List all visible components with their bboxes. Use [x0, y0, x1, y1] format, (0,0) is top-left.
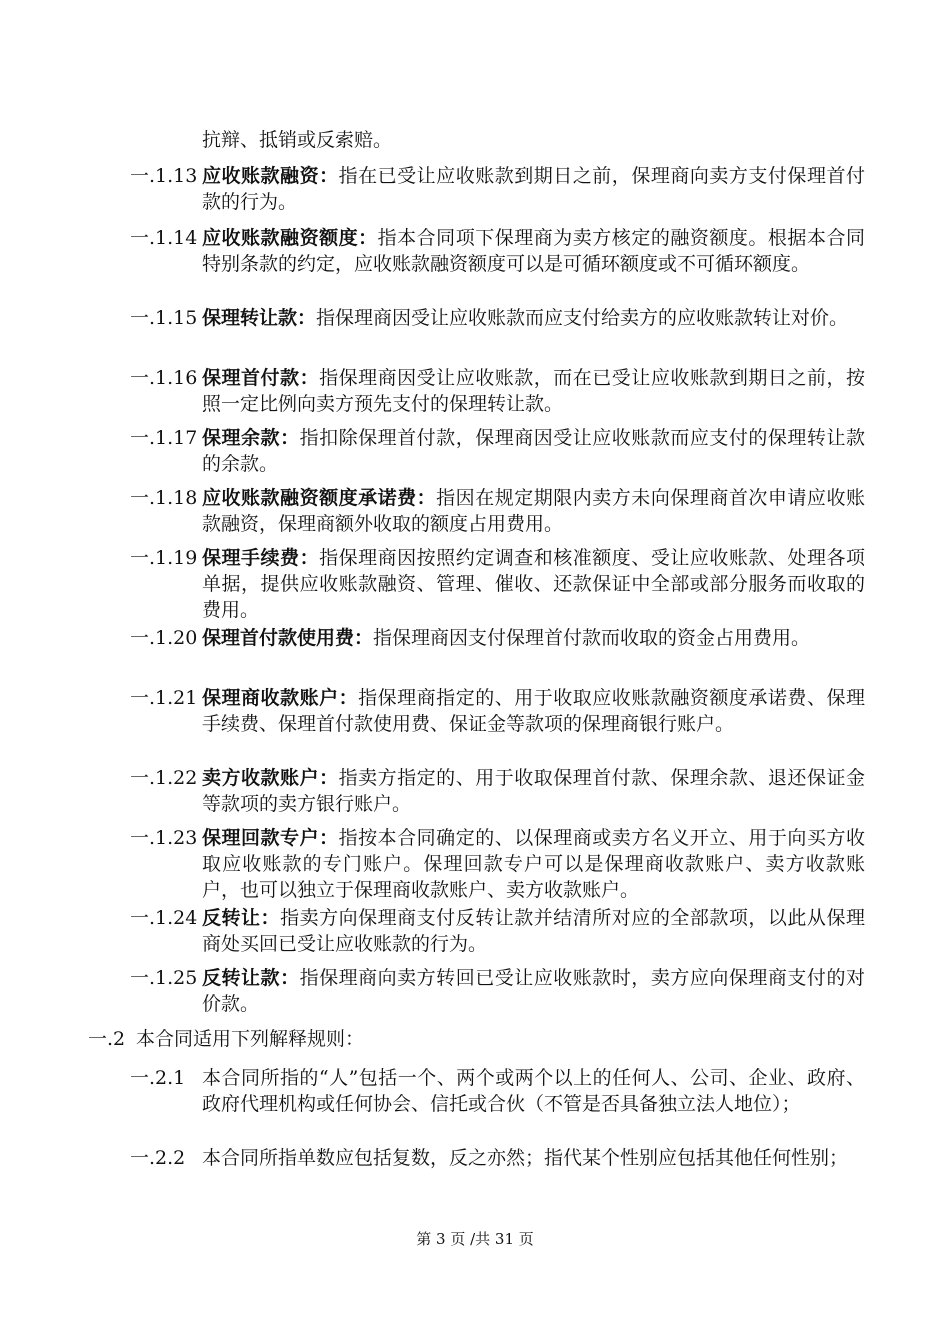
defined-term: 保理回款专户: [202, 827, 320, 849]
clause-number: 一.1.22: [130, 767, 198, 789]
rule-item: [130, 1065, 865, 1117]
definition-text: 指保理商指定的、用于收取应收账款融资额度承诺费、保理手续费、保理首付款使用费、保证金等款项的保理商银行账户。: [202, 687, 865, 735]
defined-term: 应收账款融资: [202, 165, 320, 187]
defined-term: 反转让款: [202, 967, 281, 989]
definition-item: 一.1.25 反转让款：指保理商向卖方转回已受让应收账款时，卖方应向保理商支付的对价款。: [130, 967, 865, 1015]
defined-term: 保理首付款使用费: [202, 627, 355, 649]
rule-item: [130, 1145, 865, 1171]
definition-item: 一.1.23 保理回款专户：指按本合同确定的、以保理商或卖方名义开立、用于向买方收取应收账款的专门账户。保理回款专户可以是保理商收款账户、卖方收款账户，也可以独立于保理商收款账户、卖方收款账户。: [130, 827, 865, 901]
definition-text: 指按本合同确定的、以保理商或卖方名义开立、用于向买方收取应收账款的专门账户。保理回款专户可以是保理商收款账户、卖方收款账户，也可以独立于保理商收款账户、卖方收款账户。: [202, 827, 865, 901]
definition-item: 一.1.14 应收账款融资额度：指本合同项下保理商为卖方核定的融资额度。根据本合同特别条款的约定，应收账款融资额度可以是可循环额度或不可循环额度。: [130, 227, 865, 275]
definition-text: 指本合同项下保理商为卖方核定的融资额度。根据本合同特别条款的约定，应收账款融资额度可以是可循环额度或不可循环额度。: [202, 227, 865, 275]
section-heading: [88, 1026, 865, 1052]
rule-text: 本合同所指的“人”包括一个、两个或两个以上的任何人、公司、企业、政府、政府代理机构或任何协会、信托或合伙（不管是否具备独立法人地位）；: [202, 1067, 865, 1115]
definition-item: 一.1.15 保理转让款：指保理商因受让应收账款而应支付给卖方的应收账款转让对价。: [130, 307, 849, 329]
definition-text: 指保理商因受让应收账款，而在已受让应收账款到期日之前，按照一定比例向卖方预先支付的保理转让款。: [202, 367, 865, 415]
definition-item: 一.1.20 保理首付款使用费：指保理商因支付保理首付款而收取的资金占用费用。: [130, 627, 811, 649]
clause-number: 一.1.21: [130, 687, 198, 709]
clause-number: 一.1.13: [130, 165, 198, 187]
clause-number: 一.1.25: [130, 967, 198, 989]
definition-text: 指因在规定期限内卖方未向保理商首次申请应收账款融资，保理商额外收取的额度占用费用。: [202, 487, 865, 535]
clause-number: 一.1.24: [130, 907, 198, 929]
clause-number: 一.1.20: [130, 627, 198, 649]
clause-number: 一.2.1: [130, 1067, 186, 1089]
clause-number: 一.1.15: [130, 307, 198, 329]
definition-item: 一.1.18 应收账款融资额度承诺费：指因在规定期限内卖方未向保理商首次申请应收账款融资，保理商额外收取的额度占用费用。: [130, 487, 865, 535]
clause-number: 一.1.18: [130, 487, 198, 509]
rule-text: 本合同所指单数应包括复数，反之亦然；指代某个性别应包括其他任何性别；: [202, 1147, 849, 1169]
definition-item: 一.1.19 保理手续费：指保理商因按照约定调查和核准额度、受让应收账款、处理各项单据，提供应收账款融资、管理、催收、还款保证中全部或部分服务而收取的费用。: [130, 547, 865, 621]
definition-text: 指卖方向保理商支付反转让款并结清所对应的全部款项，以此从保理商处买回已受让应收账款的行为。: [202, 907, 865, 955]
definition-item: 一.1.17 保理余款：指扣除保理首付款，保理商因受让应收账款而应支付的保理转让款的余款。: [130, 427, 865, 475]
definition-text: 指保理商向卖方转回已受让应收账款时，卖方应向保理商支付的对价款。: [202, 967, 865, 1015]
definition-item: 一.1.24 反转让：指卖方向保理商支付反转让款并结清所对应的全部款项，以此从保理商处买回已受让应收账款的行为。: [130, 907, 865, 955]
definition-text: 指保理商因受让应收账款而应支付给卖方的应收账款转让对价。: [316, 307, 849, 329]
clause-number: 一.1.23: [130, 827, 198, 849]
defined-term: 反转让: [202, 907, 261, 929]
clause-number: 一.2: [88, 1028, 126, 1050]
continuation-text: 抗辩、抵销或反索赔。: [202, 129, 393, 151]
section-text: 本合同适用下列解释规则：: [136, 1028, 365, 1050]
defined-term: 应收账款融资额度承诺费: [202, 487, 417, 509]
defined-term: 保理转让款: [202, 307, 298, 329]
definition-item: 一.1.13 应收账款融资：指在已受让应收账款到期日之前，保理商向卖方支付保理首付款的行为。: [130, 165, 865, 213]
definition-text: 指卖方指定的、用于收取保理首付款、保理余款、退还保证金等款项的卖方银行账户。: [202, 767, 865, 815]
clause-number: 一.1.17: [130, 427, 198, 449]
definition-item: 一.1.21 保理商收款账户：指保理商指定的、用于收取应收账款融资额度承诺费、保理手续费、保理首付款使用费、保证金等款项的保理商银行账户。: [130, 687, 865, 735]
definition-text: 指扣除保理首付款，保理商因受让应收账款而应支付的保理转让款的余款。: [202, 427, 865, 475]
clause-number: 一.1.19: [130, 547, 198, 569]
defined-term: 保理首付款: [202, 367, 300, 389]
defined-term: 保理手续费: [202, 547, 300, 569]
definition-text: 指在已受让应收账款到期日之前，保理商向卖方支付保理首付款的行为。: [202, 165, 865, 213]
defined-term: 卖方收款账户: [202, 767, 320, 789]
defined-term: 保理余款: [202, 427, 281, 449]
defined-term: 应收账款融资额度: [202, 227, 359, 249]
clause-number: 一.1.16: [130, 367, 198, 389]
definition-text: 指保理商因按照约定调查和核准额度、受让应收账款、处理各项单据，提供应收账款融资、管理、催收、还款保证中全部或部分服务而收取的费用。: [202, 547, 865, 621]
defined-term: 保理商收款账户: [202, 687, 339, 709]
page-footer: 第 3 页 /共 31 页: [416, 1230, 534, 1248]
clause-number: 一.1.14: [130, 227, 198, 249]
clause-number: 一.2.2: [130, 1147, 186, 1169]
definition-item: 一.1.16 保理首付款：指保理商因受让应收账款，而在已受让应收账款到期日之前，按照一定比例向卖方预先支付的保理转让款。: [130, 367, 865, 415]
definition-text: 指保理商因支付保理首付款而收取的资金占用费用。: [373, 627, 811, 649]
definition-item: 一.1.22 卖方收款账户：指卖方指定的、用于收取保理首付款、保理余款、退还保证金等款项的卖方银行账户。: [130, 767, 865, 815]
